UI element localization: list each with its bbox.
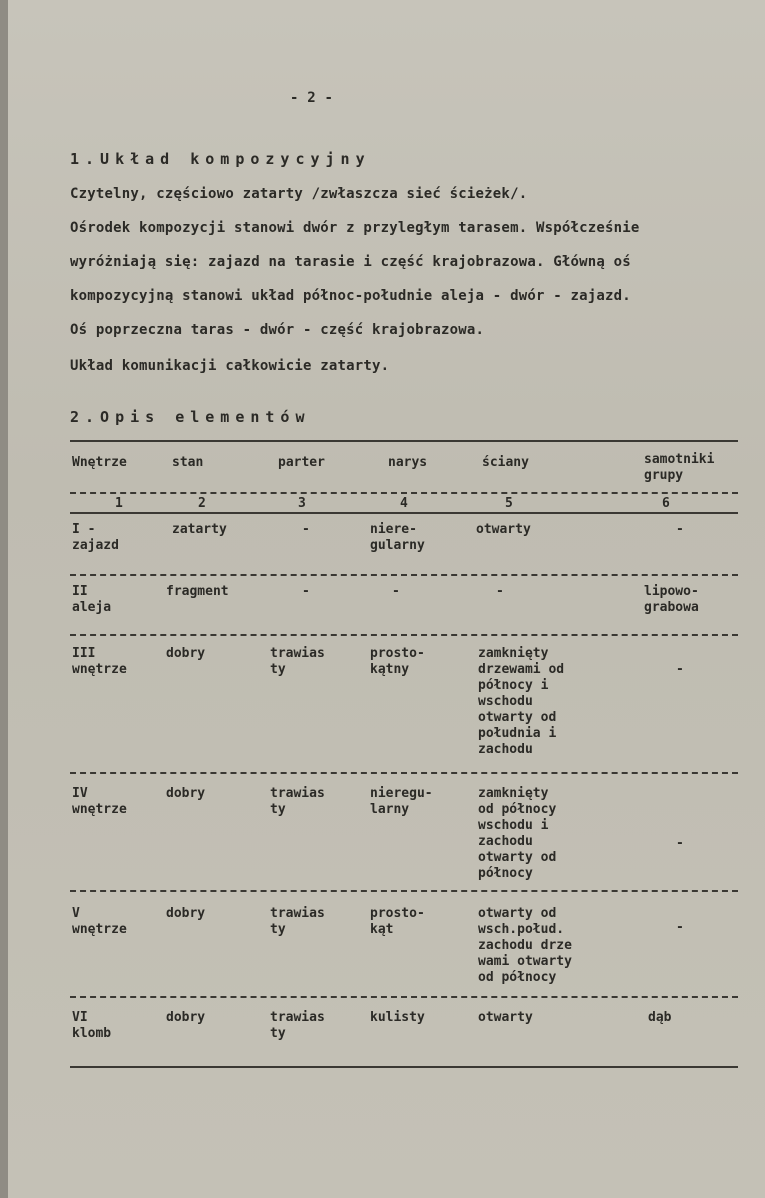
section-1-heading: 1.Układ kompozycyjny (70, 150, 371, 168)
row-4-sciany: zamknięty od północy wschodu i zachodu otwarty od północy (478, 786, 557, 881)
table-header-divider (70, 492, 738, 494)
section-2-heading: 2.Opis elementów (70, 408, 311, 426)
row-4-narys: nieregu- larny (370, 786, 433, 817)
row-6-wnetrze: VI klomb (72, 1010, 112, 1041)
table-top-rule (70, 440, 738, 442)
row-5-samotniki: - (676, 920, 684, 935)
page-number: - 2 - (290, 90, 334, 106)
row-6-narys: kulisty (370, 1010, 425, 1025)
row-3-parter: trawias ty (270, 646, 325, 677)
row-5-stan: dobry (166, 906, 206, 921)
header-sciany: ściany (482, 455, 529, 470)
page-edge-shadow (0, 0, 8, 1198)
column-number-2: 2 (198, 496, 206, 511)
header-narys: narys (388, 455, 428, 470)
paragraph-line-4: kompozycyjną stanowi układ północ-południe aleja - dwór - zajazd. (70, 288, 631, 304)
row-6-parter: trawias ty (270, 1010, 325, 1041)
paragraph-line-5: Oś poprzeczna taras - dwór - część krajobrazowa. (70, 322, 485, 338)
row-4-samotniki: - (676, 836, 684, 851)
row-divider-2 (70, 634, 738, 636)
column-number-6: 6 (662, 496, 670, 511)
row-2-sciany: - (496, 584, 504, 599)
row-6-sciany: otwarty (478, 1010, 533, 1025)
row-6-samotniki: dąb (648, 1010, 672, 1025)
column-number-3: 3 (298, 496, 306, 511)
row-divider-4 (70, 890, 738, 892)
row-2-wnetrze: II aleja (72, 584, 112, 615)
row-2-narys: - (392, 584, 400, 599)
row-2-parter: - (302, 584, 310, 599)
paragraph-line-1: Czytelny, częściowo zatarty /zwłaszcza sieć ścieżek/. (70, 186, 528, 202)
column-number-5: 5 (505, 496, 513, 511)
row-4-parter: trawias ty (270, 786, 325, 817)
row-3-narys: prosto- kątny (370, 646, 425, 677)
row-1-sciany: otwarty (476, 522, 531, 537)
row-divider-3 (70, 772, 738, 774)
row-2-stan: fragment (166, 584, 229, 599)
column-number-4: 4 (400, 496, 408, 511)
row-1-wnetrze: I - zajazd (72, 522, 119, 553)
row-2-samotniki: lipowo- grabowa (644, 584, 699, 615)
row-5-parter: trawias ty (270, 906, 325, 937)
row-1-parter: - (302, 522, 310, 537)
row-3-stan: dobry (166, 646, 206, 661)
paragraph-line-2: Ośrodek kompozycji stanowi dwór z przyległym tarasem. Współcześnie (70, 220, 640, 236)
row-3-wnetrze: III wnętrze (72, 646, 127, 677)
header-stan: stan (172, 455, 204, 470)
row-divider-1 (70, 574, 738, 576)
table-numbers-rule (70, 512, 738, 514)
paragraph-line-6: Układ komunikacji całkowicie zatarty. (70, 358, 390, 374)
table-bottom-rule (70, 1066, 738, 1068)
header-samotniki-grupy: samotniki grupy (644, 452, 715, 483)
header-wnetrze: Wnętrze (72, 455, 127, 470)
column-number-1: 1 (115, 496, 123, 511)
header-parter: parter (278, 455, 325, 470)
row-5-wnetrze: V wnętrze (72, 906, 127, 937)
row-3-sciany: zamknięty drzewami od północy i wschodu otwarty od południa i zachodu (478, 646, 565, 757)
row-3-samotniki: - (676, 662, 684, 677)
row-6-stan: dobry (166, 1010, 206, 1025)
row-4-stan: dobry (166, 786, 206, 801)
row-5-sciany: otwarty od wsch.połud. zachodu drze wami otwarty od północy (478, 906, 572, 985)
paragraph-line-3: wyróżniają się: zajazd na tarasie i część krajobrazowa. Główną oś (70, 254, 631, 270)
row-5-narys: prosto- kąt (370, 906, 425, 937)
row-4-wnetrze: IV wnętrze (72, 786, 127, 817)
row-divider-5 (70, 996, 738, 998)
row-1-stan: zatarty (172, 522, 227, 537)
row-1-samotniki: - (676, 522, 684, 537)
row-1-narys: niere- gularny (370, 522, 425, 553)
